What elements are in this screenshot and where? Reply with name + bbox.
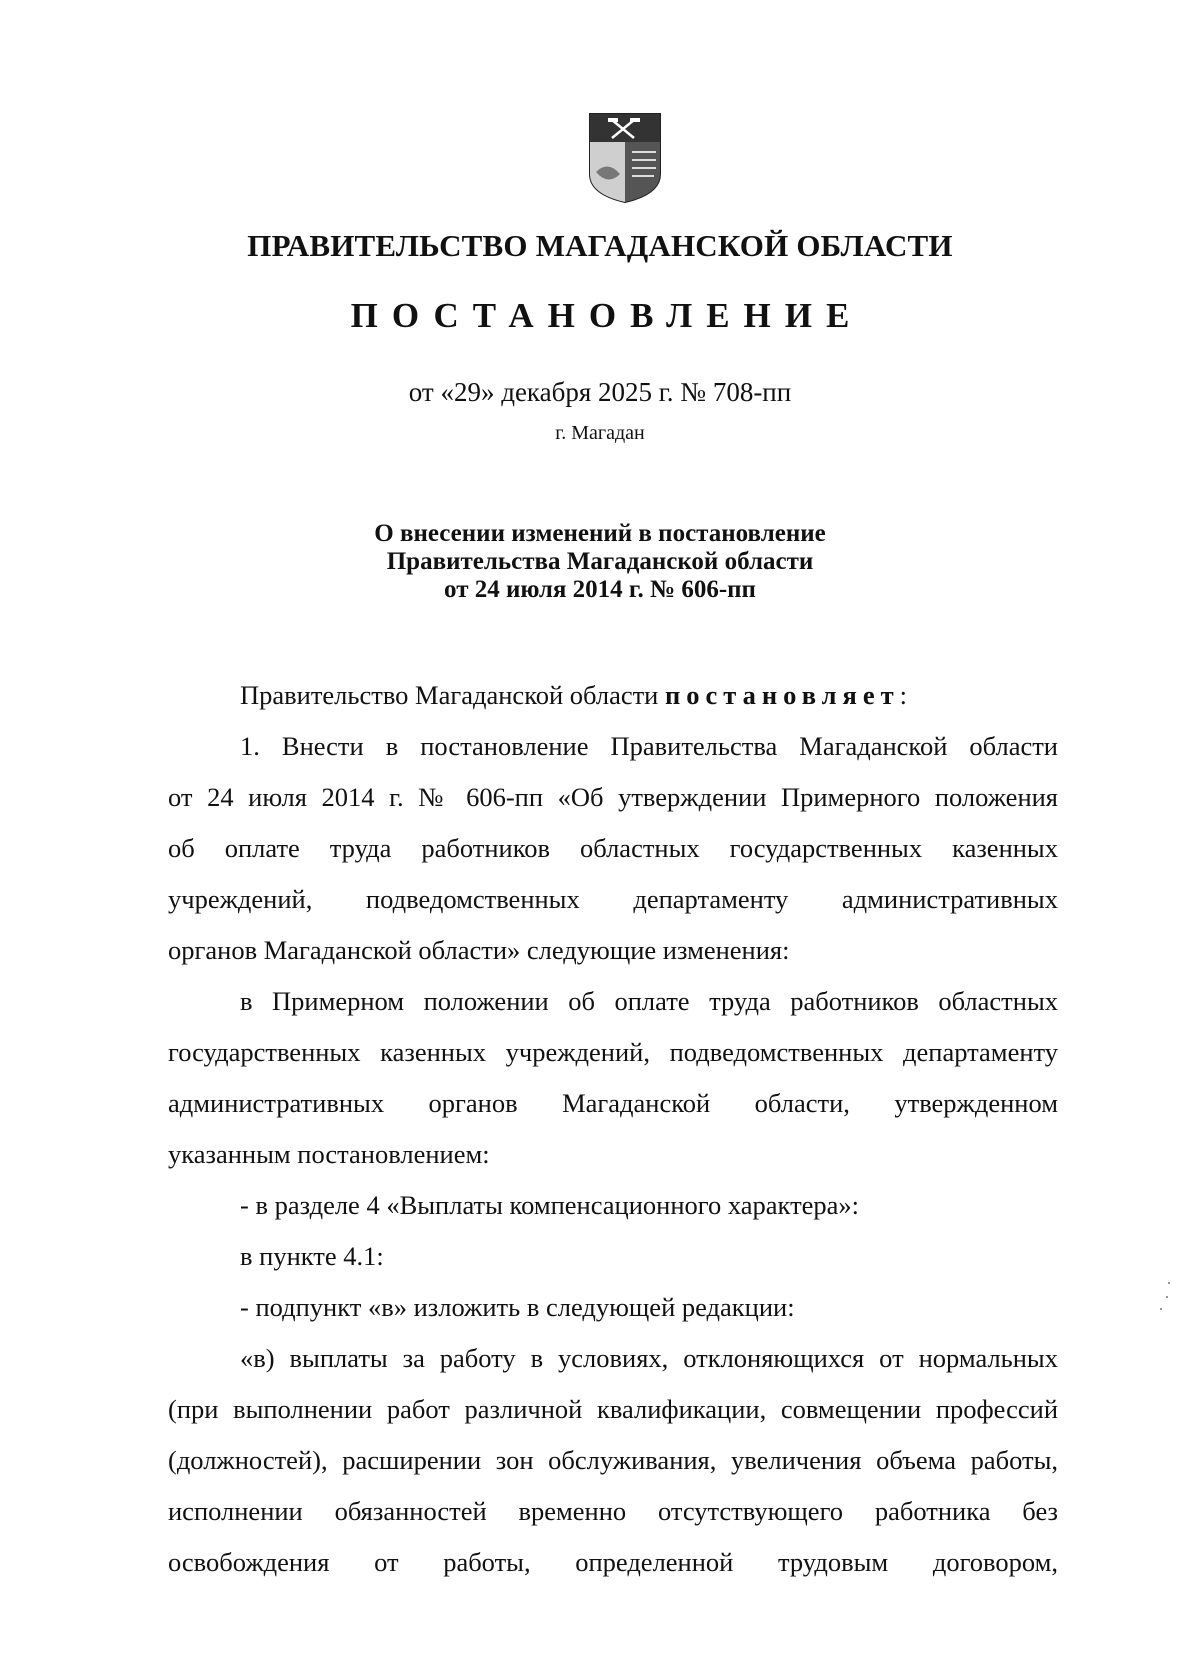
paragraph-line: органов Магаданской области» следующие изменения:	[168, 935, 790, 965]
paragraph-line: государственных казенных учреждений, подведомственных департаменту	[168, 1037, 1058, 1067]
paragraph-line: 1. Внести в постановление Правительства Магаданской области	[240, 731, 1058, 761]
paragraph-line: - в разделе 4 «Выплаты компенсационного характера»:	[240, 1190, 860, 1220]
paragraph-line: исполнении обязанностей временно отсутствующего работника без	[168, 1496, 1058, 1526]
subject-line: от 24 июля 2014 г. № 606-пп	[444, 576, 756, 603]
paragraph-line: от 24 июля 2014 г. № 606-пп «Об утверждении Примерного положения	[168, 782, 1058, 812]
subject-line: Правительства Магаданской области	[386, 548, 814, 575]
preamble-text: Правительство Магаданской области	[240, 680, 665, 710]
paragraph-line: в пункте 4.1:	[240, 1241, 384, 1271]
subject-line: О внесении изменений в постановление	[374, 520, 826, 547]
paragraph-line: в Примерном положении об оплате труда работников областных	[240, 986, 1058, 1016]
scan-artifact	[1166, 1296, 1168, 1298]
paragraph-line: учреждений, подведомственных департаменту административных	[168, 884, 1058, 914]
paragraph-line: освобождения от работы, определенной трудовым договором,	[168, 1547, 1058, 1577]
document-body	[168, 670, 1058, 1588]
paragraph-line: «в) выплаты за работу в условиях, отклоняющихся от нормальных	[240, 1343, 1058, 1373]
paragraph-line: указанным постановлением:	[168, 1139, 490, 1169]
preamble-colon: :	[899, 680, 908, 710]
decree-word: постановляет	[664, 680, 900, 710]
organization-title: ПРАВИТЕЛЬСТВО МАГАДАНСКОЙ ОБЛАСТИ	[247, 228, 953, 263]
coat-of-arms-emblem	[586, 112, 664, 204]
document-city: г. Магадан	[555, 422, 645, 444]
document-type-title: ПОСТАНОВЛЕНИЕ	[350, 296, 864, 335]
paragraph-line: (должностей), расширении зон обслуживания, увеличения объема работы,	[168, 1445, 1058, 1475]
scan-artifact	[1168, 1282, 1170, 1284]
paragraph-line: - подпункт «в» изложить в следующей редакции:	[240, 1292, 795, 1322]
paragraph-line: (при выполнении работ различной квалификации, совмещении профессий	[168, 1394, 1058, 1424]
paragraph-line: об оплате труда работников областных государственных казенных	[168, 833, 1058, 863]
document-subject	[0, 520, 1200, 604]
preamble-paragraph	[168, 670, 1058, 721]
scan-artifact	[1160, 1308, 1162, 1310]
document-date-number: от «29» декабря 2025 г. № 708-пп	[408, 377, 792, 407]
paragraph-line: административных органов Магаданской области, утвержденном	[168, 1088, 1058, 1118]
